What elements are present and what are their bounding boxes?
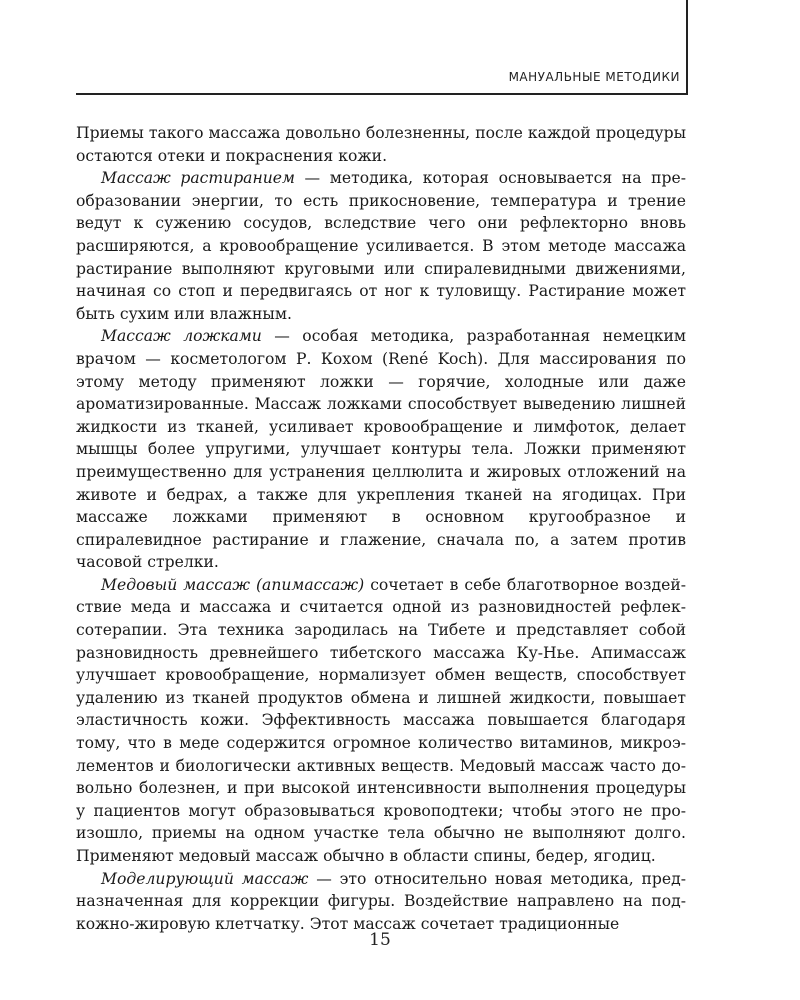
paragraph bbox=[76, 574, 686, 868]
corner-rule-vertical bbox=[686, 0, 688, 94]
term-italic: Массаж растиранием bbox=[101, 169, 295, 188]
page-number: 15 bbox=[369, 930, 391, 950]
term-italic: Массаж ложками bbox=[101, 327, 262, 346]
paragraph bbox=[76, 167, 686, 325]
paragraph bbox=[76, 868, 686, 936]
paragraph-body: сочетает в себе благотворное воздействие меда и массажа и считается одной из разновидностей рефлексотерапии. Эта техника зародилась на Тибете и представляет собой разновидность древнейшего тибетского массажа Ку-Нье. Апимассаж улучшает кровообращение, нормализует обмен веществ, способствует удалению из тканей продуктов обмена и лишней жидкости, повышает эластичность кожи. Эффективность массажа повышается благодаря тому, что в меде содержится огромное количество витаминов, микроэлементов и биологически активных веществ. Медовый массаж часто довольно болезнен, и при высокой интенсивности выполнения процедуры у пациентов могут образовываться кровоподтеки; чтобы этого не произошло, приемы на одном участке тела обычно не выполняют долго. Применяют медовый массаж обычно в области спины, бедер, ягодиц. bbox=[76, 575, 686, 865]
body-text bbox=[76, 122, 686, 935]
term-italic: Медовый массаж (апимассаж) bbox=[101, 575, 365, 594]
paragraph bbox=[76, 325, 686, 574]
paragraph-body: — это относительно новая методика, предназначенная для коррекции фигуры. Воздействие направлено на подкожно-жировую клетчатку. Этот массаж сочетает традиционные bbox=[76, 869, 687, 933]
paragraph bbox=[76, 122, 686, 167]
paragraph-body: — особая методика, разработанная немецким врачом — косметологом Р. Кохом (René Koch). Для массирования по этому методу применяют ложки — горячие, холодные или даже ароматизированные. Массаж ложками способствует выведению лишней жидкости из тканей, усиливает кровообращение и лимфоток, делает мышцы более упругими, улучшает контуры тела. Ложки применяют преимущественно для устранения целлюлита и жировых отложений на животе и бедрах, а также для укрепления тканей на ягодицах. При массаже ложками применяют в основном кругообразное и спиралевидное растирание и глажение, сначала по, а затем против часовой стрелки. bbox=[76, 327, 686, 572]
header-rule bbox=[76, 93, 688, 95]
paragraph-body: Приемы такого массажа довольно болезненны, после каждой процедуры остаются отеки и покраснения кожи. bbox=[76, 124, 686, 165]
running-head: МАНУАЛЬНЫЕ МЕТОДИКИ bbox=[508, 70, 680, 84]
term-italic: Моделирующий массаж bbox=[101, 869, 309, 888]
paragraph-body: — методика, которая основывается на преобразовании энергии, то есть прикосновение, температура и трение ведут к сужению сосудов, вследствие чего они рефлекторно вновь расширяются, а кровообращение усиливается. В этом методе массажа растирание выполняют круговыми или спиралевидными движениями, начиная со стоп и передвигаясь от ног к туловищу. Растирание может быть сухим или влажным. bbox=[76, 169, 686, 323]
